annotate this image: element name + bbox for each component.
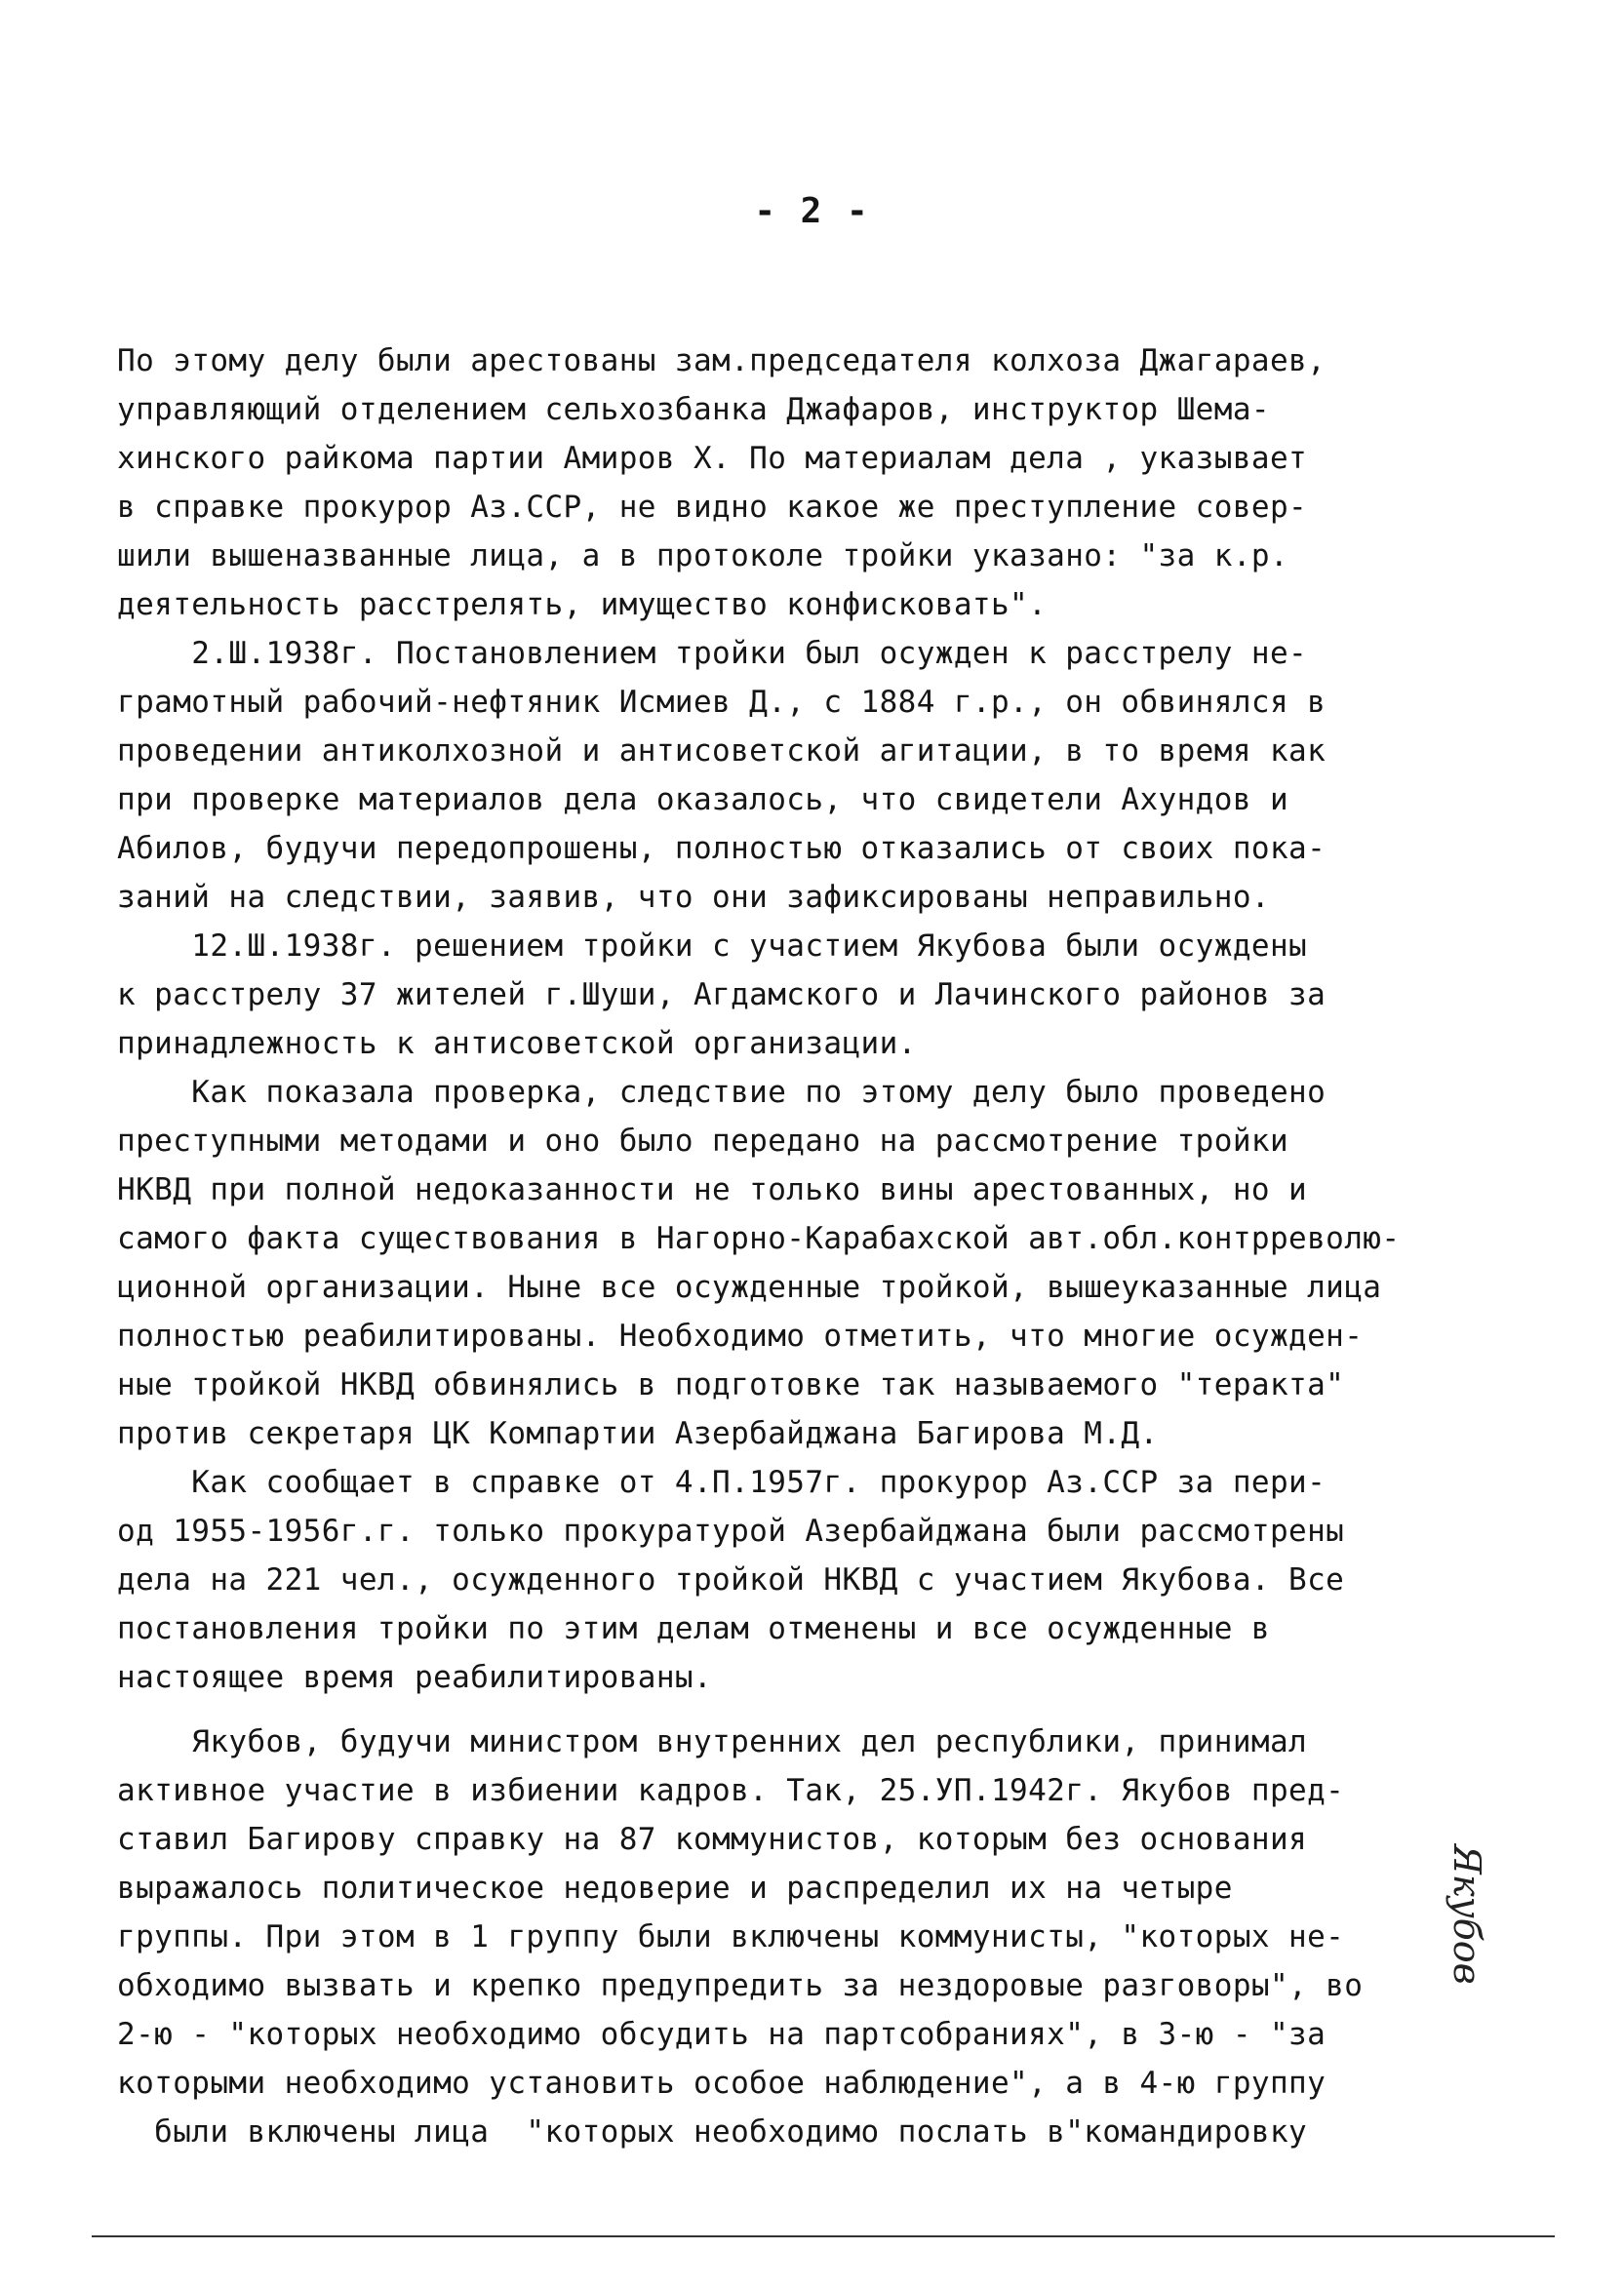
text-line: од 1955-1956г.г. только прокуратурой Азербайджана были рассмотрены [117, 1514, 1345, 1549]
text-line: проведении антиколхозной и антисоветской агитации, в то время как [117, 733, 1327, 769]
bottom-rule [92, 2235, 1555, 2237]
text-line: в справке прокурор Аз.ССР, не видно какое же преступление совер- [117, 490, 1308, 525]
margin-note-text: Якубов [1446, 1844, 1488, 1985]
text-line: активное участие в избиении кадров. Так, 25.УП.1942г. Якубов пред- [117, 1773, 1345, 1808]
text-line: 2.Ш.1938г. Постановлением тройки был осужден к расстрелу не- [117, 636, 1308, 671]
text-line: ставил Багирову справку на 87 коммунистов, которым без основания [117, 1822, 1308, 1857]
text-line: Якубов, будучи министром внутренних дел республики, принимал [117, 1724, 1308, 1759]
text-line: По этому делу были арестованы зам.председателя колхоза Джагараев, [117, 343, 1327, 378]
text-line: НКВД при полной недоказанности не только вины арестованных, но и [117, 1172, 1308, 1207]
text-line: обходимо вызвать и крепко предупредить за нездоровые разговоры", во [117, 1968, 1364, 2003]
text-line: Как показала проверка, следствие по этому делу было проведено [117, 1075, 1327, 1110]
document-body [117, 336, 1522, 2156]
text-line: группы. При этом в 1 группу были включены коммунисты, "которых не- [117, 1919, 1345, 1954]
text-line: 2-ю - "которых необходимо обсудить на партсобраниях", в 3-ю - "за [117, 2017, 1327, 2052]
handwritten-margin-note [1438, 1812, 1496, 2017]
text-line: полностью реабилитированы. Необходимо отметить, что многие осужден- [117, 1319, 1364, 1354]
text-line: 12.Ш.1938г. решением тройки с участием Якубова были осуждены [117, 928, 1308, 964]
text-line: дела на 221 чел., осужденного тройкой НКВД с участием Якубова. Все [117, 1562, 1345, 1598]
text-line: настоящее время реабилитированы. [117, 1660, 713, 1695]
text-line: деятельность расстрелять, имущество конфисковать". [117, 587, 1048, 622]
text-line: к расстрелу 37 жителей г.Шуши, Агдамского и Лачинского районов за [117, 977, 1327, 1012]
text-line: преступными методами и оно было передано на рассмотрение тройки [117, 1124, 1289, 1159]
text-line: Абилов, будучи передопрошены, полностью отказались от своих пока- [117, 831, 1327, 866]
text-line: ные тройкой НКВД обвинялись в подготовке так называемого "теракта" [117, 1367, 1345, 1402]
text-line: которыми необходимо установить особое наблюдение", а в 4-ю группу [117, 2066, 1327, 2101]
text-line: Как сообщает в справке от 4.П.1957г. прокурор Аз.ССР за пери- [117, 1465, 1327, 1500]
text-line: при проверке материалов дела оказалось, что свидетели Ахундов и [117, 782, 1289, 817]
text-line: шили вышеназванные лица, а в протоколе тройки указано: "за к.р. [117, 538, 1289, 573]
page-number: - 2 - [754, 191, 870, 231]
text-line: заний на следствии, заявив, что они зафиксированы неправильно. [117, 880, 1270, 915]
text-line: управляющий отделением сельхозбанка Джафаров, инструктор Шема- [117, 392, 1270, 427]
text-line: грамотный рабочий-нефтяник Исмиев Д., с 1884 г.р., он обвинялся в [117, 685, 1327, 720]
text-line: постановления тройки по этим делам отменены и все осужденные в [117, 1611, 1270, 1646]
text-line: принадлежность к антисоветской организации. [117, 1026, 917, 1061]
text-line: были включены лица "которых необходимо послать в"командировку [117, 2114, 1308, 2150]
text-line: выражалось политическое недоверие и распределил их на четыре [117, 1871, 1233, 1906]
text-line: против секретаря ЦК Компартии Азербайджана Багирова М.Д. [117, 1416, 1159, 1451]
text-line: ционной организации. Ныне все осужденные тройкой, вышеуказанные лица [117, 1270, 1382, 1305]
text-line: хинского райкома партии Амиров Х. По материалам дела , указывает [117, 441, 1308, 476]
text-line: самого факта существования в Нагорно-Карабахской авт.обл.контрреволю- [117, 1221, 1401, 1256]
